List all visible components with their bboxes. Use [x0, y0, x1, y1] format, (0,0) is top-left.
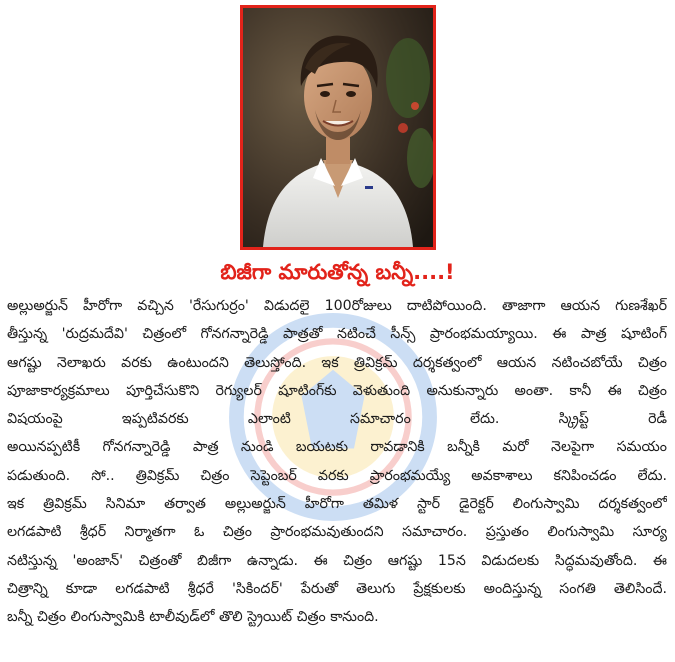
article-line: లగడపాటి శ్రీధర్ నిర్మాతగా ఓ చిత్రం ప్రారంభమవుతుందని సమాచారం. ప్రస్తుతం లింగుస్వామి సూర్య	[7, 524, 667, 541]
article-line: నటిస్తున్న 'అంజాన్' చిత్రంతో బిజీగా ఉన్నాడు. ఈ చిత్రం ఆగష్టు 15న విడుదలకు సిద్ధమవుతోంది. ఈ	[7, 552, 667, 569]
article-line: తీస్తున్న 'రుద్రమదేవి' చిత్రంలో గోనగన్నారెడ్డి పాత్రతో నటించే సీన్స్ ప్రారంభమయ్యాయి. ఈ పాత్ర షూటింగ్	[7, 326, 667, 343]
actor-photo	[240, 5, 436, 250]
article-line: అయినప్పటికీ గోనగన్నారెడ్డి పాత్ర నుండి బయటకు రావడానికి బన్నీకి మరో నెలపైగా సమయం	[7, 439, 667, 456]
article-line: ఆగష్టు నెలాఖరు వరకు ఉంటుందని తెలుస్తోంది. ఇక త్రివిక్రమ్ దర్శకత్వంలో ఆయన నటించబోయే చిత్రం	[7, 354, 667, 371]
article-line: అల్లుఅర్జున్ హీరోగా వచ్చిన 'రేసుగుర్రం' విడుదలై 100రోజులు దాటిపోయింది. తాజాగా ఆయన గుణశేఖర్	[7, 298, 667, 314]
article-line: విషయంపై ఇప్పటివరకు ఎలాంటి సమాచారం లేదు. స్క్రిప్ట్ రెడీ	[7, 411, 667, 428]
article-line: పడుతుంది. సో.. త్రివిక్రమ్ చిత్రం సెప్టెంబర్ వరకు ప్రారంభమయ్యే అవకాశాలు కనిపించడం లేదు.	[7, 467, 667, 484]
actor-photo-illustration	[243, 8, 433, 247]
article-line: పూజాకార్యక్రమాలు పూర్తిచేసుకొని రెగ్యులర్ షూటింగ్‌కు వెళుతుంది అనుకున్నారు అంతా. కానీ ఈ చిత్రం	[7, 382, 667, 399]
article-body	[7, 292, 667, 632]
article-line: చిత్రాన్ని కూడా లగడపాటి శ్రీధరే 'సికిందర్' పేరుతో తెలుగు ప్రేక్షకులకు అందిస్తున్న సంగతి తెలిసిందే.	[7, 580, 667, 597]
article-line: ఇక త్రివిక్రమ్ సినిమా తర్వాత అల్లుఅర్జున్ హీరోగా తమిళ స్టార్ డైరెక్టర్ లింగుస్వామి దర్శకత్వంలో	[7, 496, 667, 513]
article-headline: బిజీగా మారుతోన్న బన్నీ....!	[220, 260, 455, 284]
article-line: బన్నీ చిత్రం లింగుస్వామికి టాలీవుడ్‌లో తొలి స్ట్రెయిట్ చిత్రం కానుంది.	[7, 609, 379, 626]
